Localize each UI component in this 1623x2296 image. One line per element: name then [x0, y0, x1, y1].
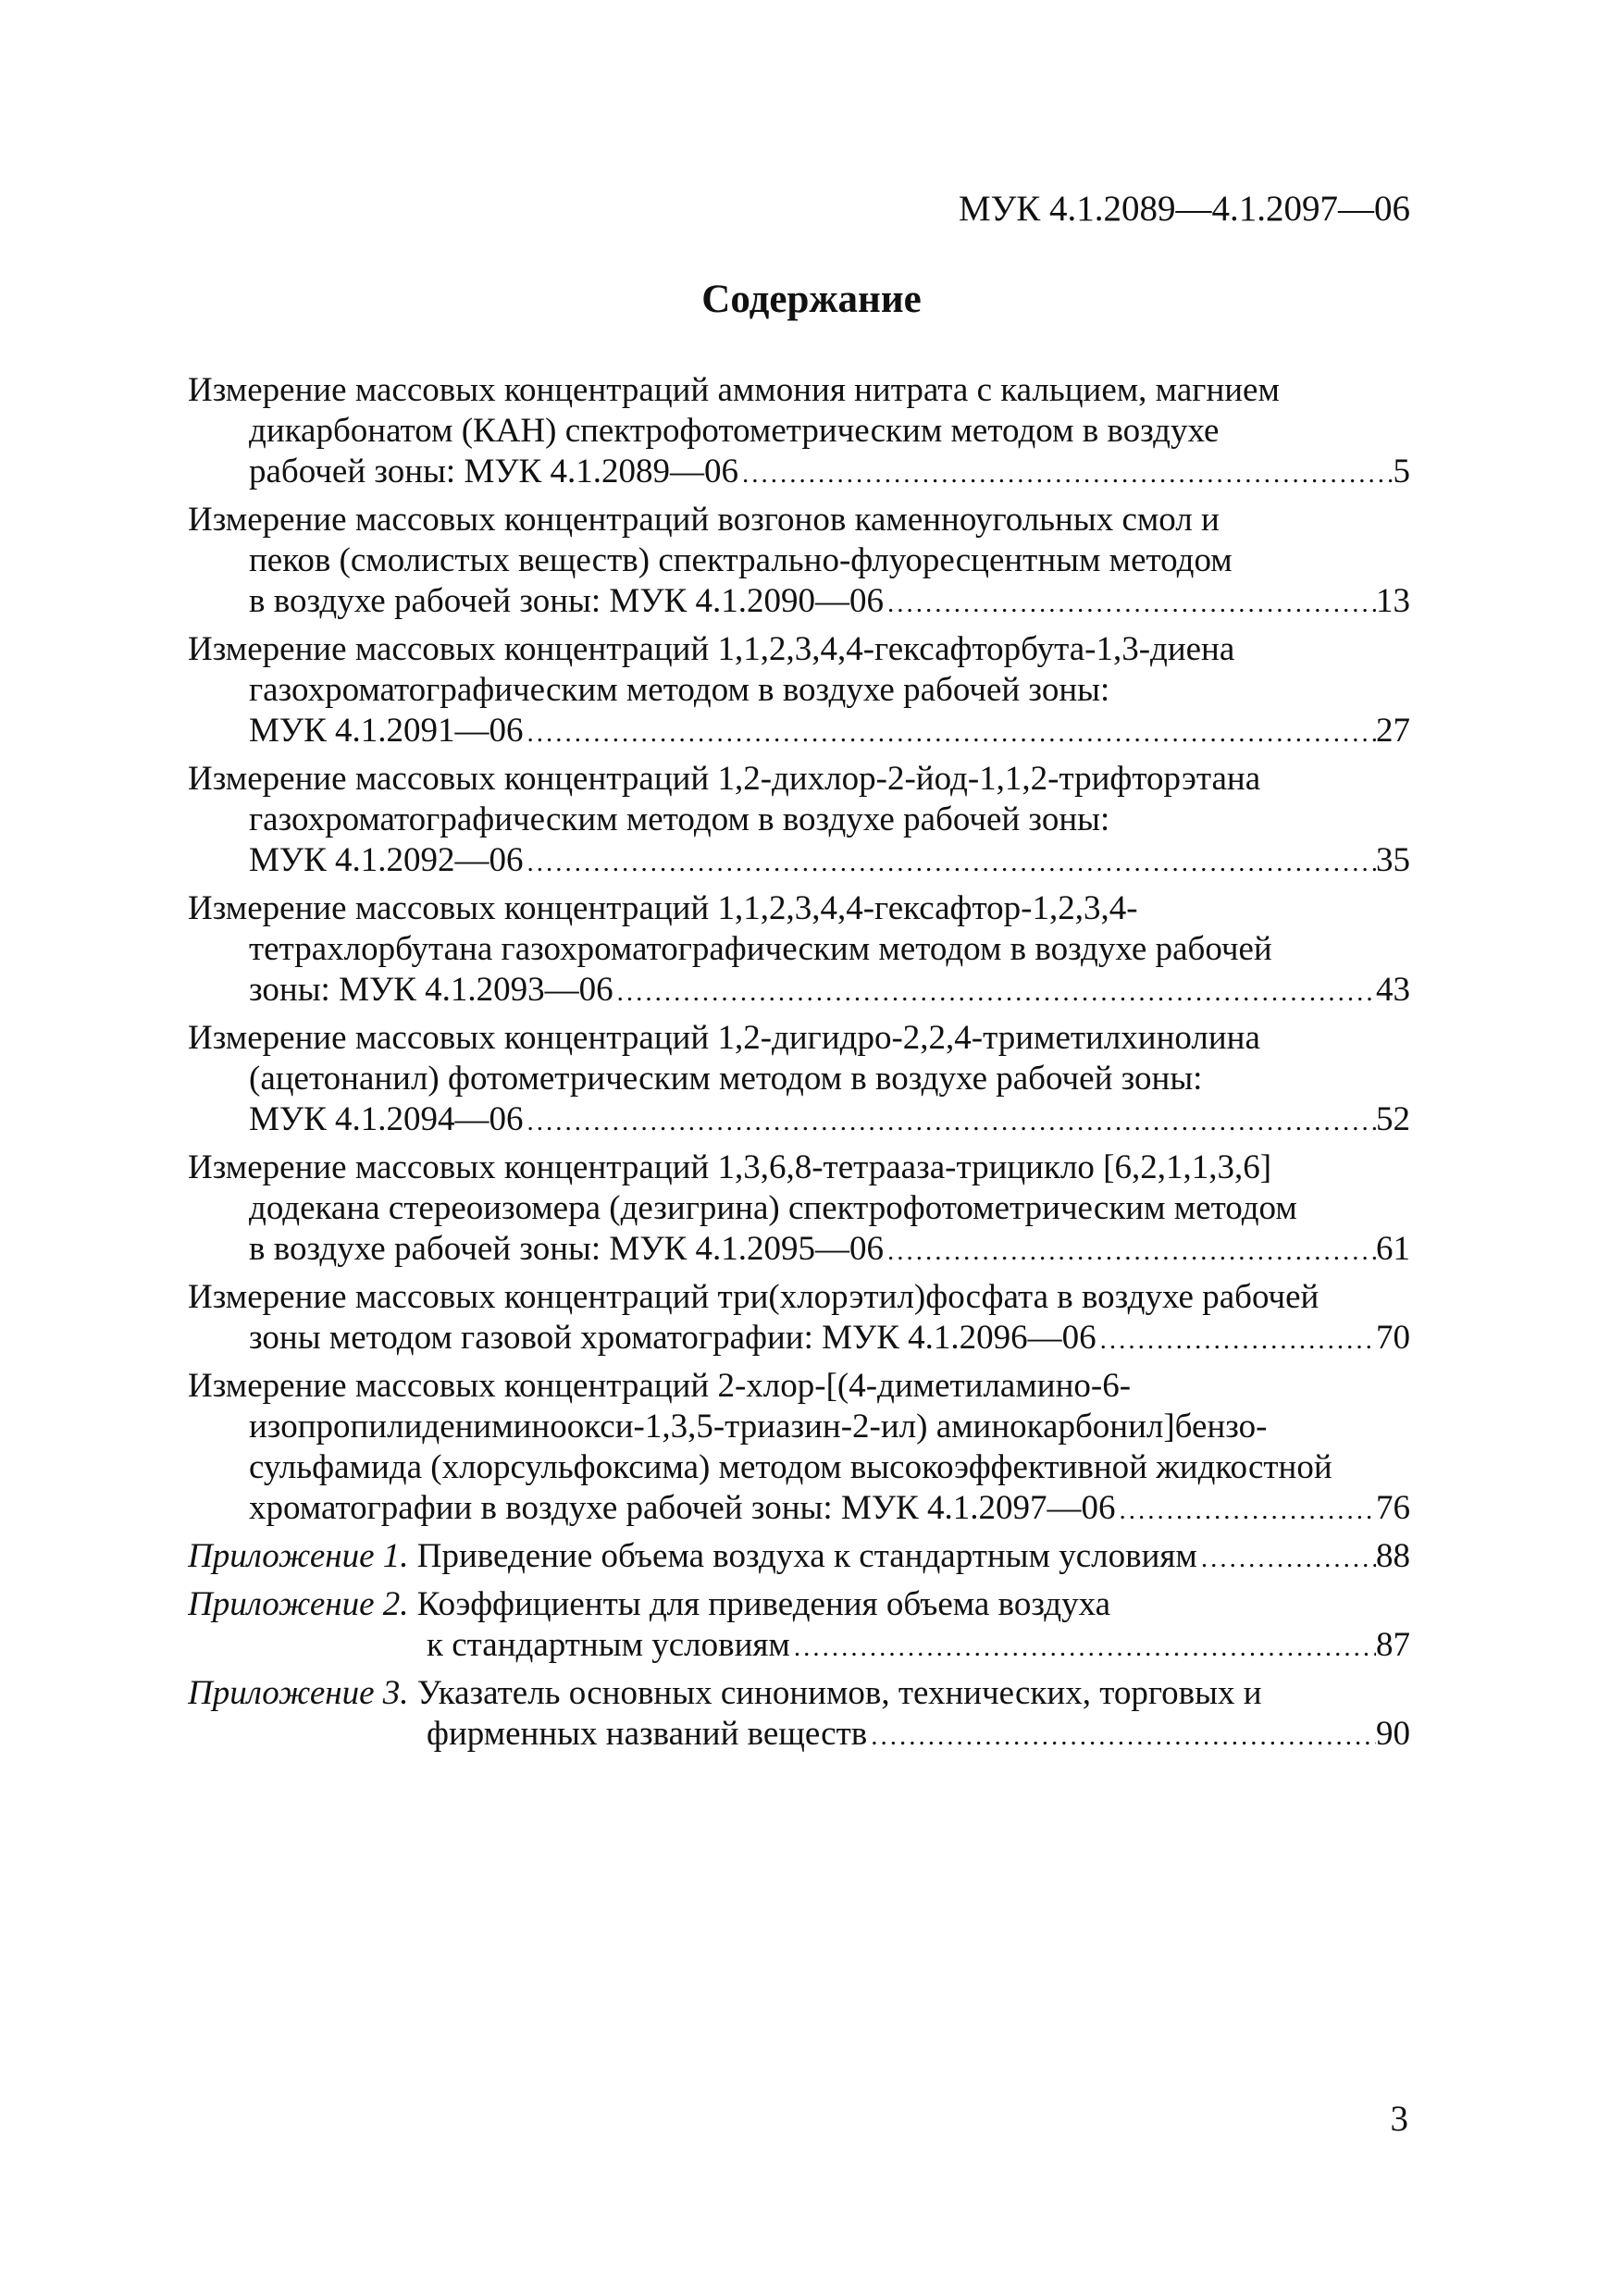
toc-entry-line: Измерение массовых концентраций 1,1,2,3,4,4-гексафторбута-1,3-диена — [188, 630, 1235, 668]
toc-page-number: 88 — [1376, 1537, 1410, 1575]
toc-page-number: 76 — [1376, 1489, 1410, 1527]
toc-entry-line: в воздухе рабочей зоны: МУК 4.1.2090—06 — [249, 582, 884, 620]
appendix-line: Коэффициенты для приведения объема воздуха — [416, 1585, 1111, 1623]
dot-leader — [524, 1101, 1376, 1142]
appendix-line: фирменных названий веществ — [427, 1715, 868, 1753]
dot-leader — [524, 842, 1376, 883]
toc-entry-line: Измерение массовых концентраций 1,3,6,8-тетрааза-трицикло [6,2,1,1,3,6] — [188, 1148, 1272, 1186]
toc-page-number: 35 — [1376, 841, 1410, 879]
dot-leader — [790, 1627, 1376, 1668]
dot-leader — [524, 713, 1376, 753]
page-number: 3 — [1390, 2099, 1408, 2139]
appendix-label: Приложение 3. — [188, 1674, 409, 1712]
toc-entry-line: хроматографии в воздухе рабочей зоны: МУК 4.1.2097—06 — [249, 1489, 1116, 1527]
toc-entry-line: зоны: МУК 4.1.2093—06 — [249, 971, 613, 1009]
toc-entry-line: пеков (смолистых веществ) спектрально-флуоресцентным методом — [249, 541, 1233, 579]
toc-page-number: 70 — [1376, 1319, 1410, 1357]
appendix-line: к стандартным условиям — [427, 1626, 790, 1664]
toc-entry-line: зоны методом газовой хроматографии: МУК 4.1.2096—06 — [249, 1319, 1096, 1357]
toc-entry-line: МУК 4.1.2094—06 — [249, 1100, 524, 1138]
page-title: Содержание — [701, 278, 922, 321]
appendix-label: Приложение 2. — [188, 1585, 409, 1623]
toc-entry-line: газохроматографическим методом в воздухе рабочей зоны: — [249, 800, 1110, 838]
toc-page-number: 90 — [1376, 1715, 1410, 1753]
table-of-contents — [188, 370, 1410, 1762]
appendix-label: Приложение 1. — [188, 1537, 409, 1575]
toc-entry-line: дикарбонатом (КАН) спектрофотометрическим методом в воздухе — [249, 412, 1220, 450]
toc-entry[interactable] — [188, 629, 1410, 753]
toc-entry-line: Измерение массовых концентраций 2-хлор-[(4-диметиламино-6- — [188, 1367, 1132, 1405]
dot-leader — [1115, 1490, 1376, 1531]
toc-page-number: 61 — [1376, 1230, 1410, 1268]
toc-entry[interactable] — [188, 1277, 1410, 1360]
toc-page-number: 87 — [1376, 1626, 1410, 1664]
toc-page-number: 43 — [1376, 971, 1410, 1009]
toc-entry-line: (ацетонанил) фотометрическим методом в воздухе рабочей зоны: — [249, 1060, 1203, 1098]
appendix-entry[interactable] — [188, 1673, 1410, 1756]
dot-leader — [613, 972, 1376, 1012]
toc-page-number: 5 — [1393, 453, 1410, 490]
toc-entry-line: Измерение массовых концентраций 1,2-дигидро-2,2,4-триметилхинолина — [188, 1019, 1260, 1057]
dot-leader — [738, 453, 1394, 494]
appendix-line: Приведение объема воздуха к стандартным условиям — [416, 1537, 1197, 1575]
dot-leader — [884, 583, 1376, 624]
document-code-header: МУК 4.1.2089—4.1.2097—06 — [958, 189, 1410, 229]
dot-leader — [1197, 1538, 1376, 1579]
appendix-entry[interactable] — [188, 1536, 1410, 1579]
toc-entry[interactable] — [188, 888, 1410, 1012]
toc-page-number: 27 — [1376, 712, 1410, 750]
toc-entry[interactable] — [188, 1148, 1410, 1272]
toc-entry-line: додекана стереоизомера (дезигрина) спектрофотометрическим методом — [249, 1189, 1297, 1227]
dot-leader — [1096, 1320, 1376, 1360]
toc-page-number: 52 — [1376, 1100, 1410, 1138]
toc-entry[interactable] — [188, 500, 1410, 624]
dot-leader — [884, 1231, 1376, 1272]
toc-entry-line: МУК 4.1.2091—06 — [249, 712, 524, 750]
toc-entry-line: Измерение массовых концентраций возгонов каменноугольных смол и — [188, 501, 1220, 539]
toc-entry-line: Измерение массовых концентраций 1,2-дихлор-2-йод-1,1,2-трифторэтана — [188, 760, 1261, 798]
toc-page-number: 13 — [1376, 582, 1410, 620]
toc-entry-line: Измерение массовых концентраций 1,1,2,3,4,4-гексафтор-1,2,3,4- — [188, 889, 1138, 927]
toc-entry-line: тетрахлорбутана газохроматографическим методом в воздухе рабочей — [249, 930, 1272, 968]
toc-entry[interactable] — [188, 1018, 1410, 1142]
toc-entry-line: изопропилидениминоокси-1,3,5-триазин-2-ил) аминокарбонил]бензо- — [249, 1408, 1268, 1446]
toc-entry[interactable] — [188, 370, 1410, 494]
appendix-entry[interactable] — [188, 1584, 1410, 1668]
appendix-line: Указатель основных синонимов, технических, торговых и — [416, 1674, 1262, 1712]
dot-leader — [867, 1716, 1376, 1756]
toc-entry-line: рабочей зоны: МУК 4.1.2089—06 — [249, 453, 738, 490]
toc-entry-line: Измерение массовых концентраций три(хлорэтил)фосфата в воздухе рабочей — [188, 1278, 1319, 1316]
toc-entry-line: Измерение массовых концентраций аммония нитрата с кальцием, магнием — [188, 371, 1280, 409]
toc-entry[interactable] — [188, 1366, 1410, 1531]
toc-entry[interactable] — [188, 759, 1410, 883]
toc-entry-line: сульфамида (хлорсульфоксима) методом высокоэффективной жидкостной — [249, 1448, 1332, 1486]
toc-entry-line: в воздухе рабочей зоны: МУК 4.1.2095—06 — [249, 1230, 884, 1268]
toc-entry-line: газохроматографическим методом в воздухе рабочей зоны: — [249, 671, 1110, 709]
toc-entry-line: МУК 4.1.2092—06 — [249, 841, 524, 879]
